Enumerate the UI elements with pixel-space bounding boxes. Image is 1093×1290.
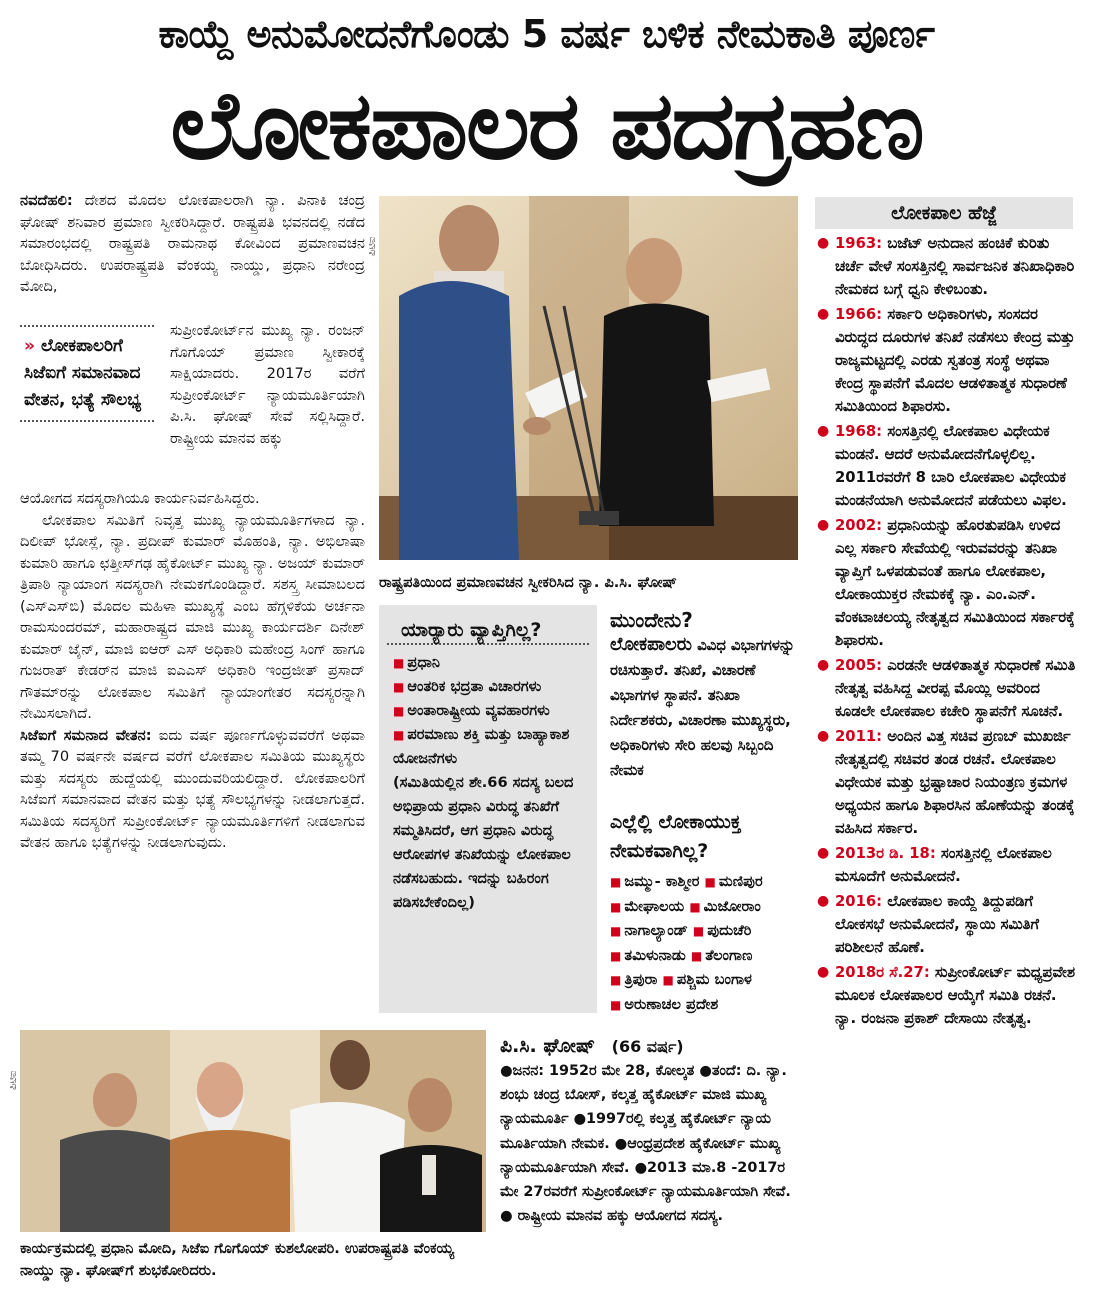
exempt-item: ■ ಪರಮಾಣು ಶಕ್ತಿ ಮತ್ತು ಬಾಹ್ಯಾಕಾಶ ಯೋಜನೆಗಳು [393, 723, 587, 771]
oath-ceremony-illustration [379, 196, 798, 560]
lokayukta-box [610, 808, 815, 1017]
photo-pm-cji [20, 1030, 486, 1232]
lokayukta-row [610, 919, 815, 944]
timeline-text: ಸಂಸತ್ತಿನಲ್ಲಿ ಲೋಕಪಾಲ ಮಸೂದೆಗೆ ಅನುಮೋದನೆ. [835, 845, 1052, 885]
photo-oath-ceremony [379, 196, 798, 560]
timeline-year: 1966: [835, 306, 883, 323]
photo2-credit: ಪಿಟಿಐ [8, 1070, 19, 1090]
article-para1-top: ದೇಶದ ಮೊದಲ ಲೋಕಪಾಲರಾಗಿ ನ್ಯಾ. ಪಿನಾಕಿ ಚಂದ್ರ ಘೋಷ್ ಶನಿವಾರ ಪ್ರಮಾಣ ಸ್ವೀಕರಿಸಿದ್ದಾರೆ. ರಾಷ್ಟ್ರಪತಿ ಭವನದಲ್ಲಿ ನಡೆದ ಸಮಾರಂಭದಲ್ಲಿ ರಾಷ್ಟ್ರಪತಿ ರಾಮನಾಥ ಕೋವಿಂದ ಪ್ರಮಾಣವಚನ ಬೋಧಿಸಿದರು. ಉಪರಾಷ್ಟ್ರಪತಿ ವೆಂಕಯ್ಯ ನಾಯ್ಡು, ಪ್ರಧಾನಿ ನರೇಂದ್ರ ಮೋದಿ, [20, 192, 365, 295]
article-para1-end: ಆಯೋಗದ ಸದಸ್ಯರಾಗಿಯೂ ಕಾರ್ಯನಿರ್ವಹಿಸಿದ್ದರು. [20, 490, 260, 507]
lokayukta-row [610, 944, 815, 969]
article-para3-text: ಐದು ವರ್ಷ ಪೂರ್ಣಗೊಳ್ಳುವವರೆಗೆ ಅಥವಾ ತಮ್ಮ 70 ವರ್ಷನೇ ವರ್ಷದ ವರೆಗೆ ಲೋಕಪಾಲ ಸಮಿತಿಯ ಮುಖ್ಯಸ್ಥರು ಮತ್ತು ಸದಸ್ಯರು ಹುದ್ದೆಯಲ್ಲಿ ಮುಂದುವರಿಯಲಿದ್ದಾರೆ. ಲೋಕಪಾಲರಿಗೆ ಸಿಜೆಐಗೆ ಸಮಾನವಾದ ವೇತನ ಮತ್ತು ಭತ್ಯೆ ಸೌಲಭ್ಯಗಳನ್ನು ನೀಡಲಾಗುತ್ತದೆ. ಸಮಿತಿಯ ಸದಸ್ಯರಿಗೆ ಸುಪ್ರೀಂಕೋರ್ಟ್ ನ್ಯಾಯಮೂರ್ತಿಗಳಿಗೆ ನೀಡಲಾಗುವ ವೇತನ ಹಾಗೂ ಭತ್ಯೆಗಳನ್ನು ನೀಡಲಾಗುವುದು. [20, 726, 365, 851]
state-item: ■ ಪುದುಚೆರಿ [693, 922, 752, 939]
kicker-headline: ಕಾಯ್ದೆ ಅನುಮೋದನೆಗೊಂಡು 5 ವರ್ಷ ಬಳಿಕ ನೇಮಕಾತಿ ಪೂರ್ಣ [158, 12, 935, 56]
profile-box [500, 1035, 805, 1228]
photo1-credit: ಪಿಟಿಐ [367, 236, 378, 256]
article-para3 [20, 725, 365, 854]
exempt-box-title: ಯಾರ‍್ಯಾರು ವ್ಯಾಪ್ತಿಗಿಲ್ಲ? [387, 605, 589, 645]
lokayukta-list [610, 870, 815, 1017]
timeline-title: ಲೋಕಪಾಲ ಹೆಜ್ಜೆ [891, 202, 997, 224]
timeline-year: 2016: [835, 893, 883, 910]
timeline-year: 2002: [835, 517, 883, 534]
state-item: ■ ತ್ರಿಪುರಾ [610, 971, 657, 988]
timeline-item [815, 961, 1077, 1030]
timeline-item [815, 420, 1077, 512]
state-item: ■ ಮಿಜೋರಾಂ [689, 898, 761, 915]
timeline-item [815, 725, 1077, 840]
state-item: ■ ಜಮ್ಮು- ಕಾಶ್ಮೀರ [610, 873, 699, 890]
timeline-year: 2005: [835, 657, 883, 674]
timeline-text: ಪ್ರಧಾನಿಯನ್ನು ಹೊರತುಪಡಿಸಿ ಉಳಿದ ಎಲ್ಲ ಸರ್ಕಾರಿ ಸೇವೆಯಲ್ಲಿ ಇರುವವರನ್ನು ತನಿಖಾ ವ್ಯಾಪ್ತಿಗೆ ಒಳಪಡುವಂತೆ ಹಾಗೂ ಲೋಕಪಾಲ, ಲೋಕಾಯುಕ್ತರ ನೇಮಕಕ್ಕೆ ನ್ಯಾ. ಎಂ.ಎನ್. ವೆಂಕಟಾಚಲಯ್ಯ ನೇತೃತ್ವದ ಸಮಿತಿಯಿಂದ ಸರ್ಕಾರಕ್ಕೆ ಶಿಫಾರಸು. [835, 517, 1075, 649]
state-item: ■ ಪಶ್ಚಿಮ ಬಂಗಾಳ [663, 971, 752, 988]
timeline-item [815, 303, 1077, 418]
article-para2: ಲೋಕಪಾಲ ಸಮಿತಿಗೆ ನಿವೃತ್ತ ಮುಖ್ಯ ನ್ಯಾಯಮೂರ್ತಿಗಳಾದ ನ್ಯಾ. ದಿಲೀಪ್ ಭೋಸ್ಲೆ, ನ್ಯಾ. ಪ್ರದೀಪ್ ಕುಮಾರ್ ಮೊಹಂತಿ, ನ್ಯಾ. ಅಭಿಲಾಷಾ ಕುಮಾರಿ ಹಾಗೂ ಛತ್ತೀಸ್‌ಗಢ ಹೈಕೋರ್ಟ್ ಮುಖ್ಯ ನ್ಯಾ. ಅಜಯ್ ಕುಮಾರ್ ತ್ರಿಪಾಠಿ ನ್ಯಾಯಾಂಗ ಸದಸ್ಯರಾಗಿ ನೇಮಕಗೊಂಡಿದ್ದಾರೆ. ಸಶಸ್ತ್ರ ಸೀಮಾಬಲದ (ಎಸ್‌ಎಸ್‌ಬಿ) ಮೊದಲ ಮಹಿಳಾ ಮುಖ್ಯಸ್ಥೆ ಎಂಬ ಹೆಗ್ಗಳಿಕೆಯ ಅರ್ಚನಾ ರಾಮಸುಂದರಮ್, ಮಹಾರಾಷ್ಟ್ರದ ಮಾಜಿ ಮುಖ್ಯ ಕಾರ್ಯದರ್ಶಿ ದಿನೇಶ್ ಕುಮಾರ್ ಜೈನ್, ಮಾಜಿ ಐಆರ್ ಎಸ್ ಅಧಿಕಾರಿ ಮಹೇಂದ್ರ ಸಿಂಗ್ ಹಾಗೂ ಗುಜರಾತ್ ಕೇಡರ್‌ನ ಮಾಜಿ ಐಎಎಸ್ ಅಧಿಕಾರಿ ಇಂದ್ರಜೀತ್ ಪ್ರಸಾದ್ ಗೌತಮ್‌ರನ್ನು ಲೋಕಪಾಲ ಸಮಿತಿಗೆ ನ್ಯಾಯಾಂಗೇತರ ಸದಸ್ಯರನ್ನಾಗಿ ನೇಮಿಸಲಾಗಿದೆ. [20, 511, 365, 722]
timeline-text: ಲೋಕಪಾಲ ಕಾಯ್ದೆ ತಿದ್ದುಪಡಿಗೆ ಲೋಕಸಭೆ ಅನುಮೋದನೆ, ಸ್ಥಾಯಿ ಸಮಿತಿಗೆ ಪರಿಶೀಲನೆ ಹೊಣೆ. [835, 893, 1039, 956]
timeline-item [815, 842, 1077, 888]
timeline-text: ಸಂಸತ್ತಿನಲ್ಲಿ ಲೋಕಪಾಲ ವಿಧೇಯಕ ಮಂಡನೆ. ಆದರೆ ಅನುಮೋದನೆಗೊಳ್ಳಲಿಲ್ಲ. 2011ರವರೆಗೆ 8 ಬಾರಿ ಲೋಕಪಾಲ ವಿಧೇಯಕ ಮಂಡನೆಯಾಗಿ ಅನುಮೋದನೆ ಪಡೆಯಲು ವಿಫಲ. [835, 423, 1067, 509]
timeline-text: ಸರ್ಕಾರಿ ಅಧಿಕಾರಿಗಳು, ಸಂಸದರ ವಿರುದ್ಧದ ದೂರುಗಳ ತನಿಖೆ ನಡೆಸಲು ಕೇಂದ್ರ ಮತ್ತು ರಾಜ್ಯಮಟ್ಟದಲ್ಲಿ ಎರಡು ಸ್ವತಂತ್ರ ಸಂಸ್ಥೆ ಅಥವಾ ಕೇಂದ್ರ ಸ್ಥಾಪನೆಗೆ ಮೊದಲ ಆಡಳಿತಾತ್ಮಕ ಸುಧಾರಣೆ ಸಮಿತಿಯಿಂದ ಶಿಫಾರಸು. [835, 306, 1075, 415]
state-item: ■ ಅರುಣಾಚಲ ಪ್ರದೇಶ [610, 996, 718, 1013]
main-headline: ಲೋಕಪಾಲರ ಪದಗ್ರಹಣ [170, 72, 923, 181]
state-item: ■ ನಾಗಾಲ್ಯಾಂಡ್ [610, 922, 688, 939]
next-box-lead: ಲೋಕಪಾಲರು [610, 634, 692, 655]
article-intro [20, 190, 365, 320]
exempt-box [379, 605, 597, 1013]
timeline-text: ಬಜೆಟ್ ಅನುದಾನ ಹಂಚಿಕೆ ಕುರಿತು ಚರ್ಚೆ ವೇಳೆ ಸಂಸತ್ತಿನಲ್ಲಿ ಸಾರ್ವಜನಿಕ ತನಿಖಾಧಿಕಾರಿ ನೇಮಕದ ಬಗ್ಗೆ ಧ್ವನಿ ಕೇಳಿಬಂತು. [835, 235, 1075, 298]
exempt-item: ■ ಆಂತರಿಕ ಭದ್ರತಾ ವಿಚಾರಗಳು [393, 675, 587, 699]
exempt-item: ■ ಪ್ರಧಾನಿ [393, 651, 587, 675]
profile-text: ●ಜನನ: 1952ರ ಮೇ 28, ಕೋಲ್ಕತ ●ತಂದೆ: ದಿ. ನ್ಯಾ. ಶಂಭು ಚಂದ್ರ ಬೋಸ್, ಕಲ್ಕತ್ತ ಹೈಕೋರ್ಟ್ ಮಾಜಿ ಮುಖ್ಯ ನ್ಯಾಯಮೂರ್ತಿ ●1997ರಲ್ಲಿ ಕಲ್ಕತ್ತ ಹೈಕೋರ್ಟ್ ನ್ಯಾಯ ಮೂರ್ತಿಯಾಗಿ ನೇಮಕ. ●ಆಂಧ್ರಪ್ರದೇಶ ಹೈಕೋರ್ಟ್ ಮುಖ್ಯ ನ್ಯಾಯಮೂರ್ತಿಯಾಗಿ ಸೇವೆ. ●2013 ಮಾ.8 -2017ರ ಮೇ 27ರವರೆಗೆ ಸುಪ್ರೀಂಕೋರ್ಟ್ ನ್ಯಾಯಮೂರ್ತಿಯಾಗಿ ಸೇವೆ. ● ರಾಷ್ಟ್ರೀಯ ಮಾನವ ಹಕ್ಕು ಆಯೋಗದ ಸದಸ್ಯ. [500, 1063, 791, 1225]
pullquote-arrow-icon: » [24, 336, 35, 356]
timeline-item [815, 654, 1077, 723]
article-para1-side: ಸುಪ್ರೀಂಕೋರ್ಟ್‌ನ ಮುಖ್ಯ ನ್ಯಾ. ರಂಜನ್ ಗೊಗೊಯ್ ಪ್ರಮಾಣ ಸ್ವೀಕಾರಕ್ಕೆ ಸಾಕ್ಷಿಯಾದರು. 2017ರ ವರೆಗೆ ಸುಪ್ರೀಂಕೋರ್ಟ್ ನ್ಯಾಯಮೂರ್ತಿಯಾಗಿ ಪಿ.ಸಿ. ಘೋಷ್ ಸೇವೆ ಸಲ್ಲಿಸಿದ್ದಾರೆ. ರಾಷ್ಟ್ರೀಯ ಮಾನವ ಹಕ್ಕು [170, 322, 365, 447]
exempt-item: ■ ಅಂತಾರಾಷ್ಟ್ರೀಯ ವ್ಯವಹಾರಗಳು [393, 699, 587, 723]
timeline-item [815, 232, 1077, 301]
lokayukta-row [610, 870, 815, 895]
timeline [815, 232, 1077, 1032]
dateline: ನವದೆಹಲಿ: [20, 192, 73, 209]
article-body [20, 488, 365, 1008]
exempt-list [379, 645, 597, 915]
lokayukta-row [610, 968, 815, 993]
next-box [610, 608, 808, 783]
state-item: ■ ಮೇಘಾಲಯ [610, 898, 684, 915]
exempt-note: (ಸಮಿತಿಯಲ್ಲಿನ ಶೇ.66 ಸದಸ್ಯ ಬಲದ ಅಭಿಪ್ರಾಯ ಪ್ರಧಾನಿ ವಿರುದ್ಧ ತನಿಖೆಗೆ ಸಮ್ಮತಿಸಿದರೆ, ಆಗ ಪ್ರಧಾನಿ ವಿರುದ್ಧ ಆರೋಪಗಳ ತನಿಖೆಯನ್ನು ಲೋಕಪಾಲ ನಡೆಸಬಹುದು. ಇದನ್ನು ಬಹಿರಂಗ ಪಡಿಸಬೇಕೆಂದಿಲ್ಲ) [393, 774, 574, 911]
timeline-title-bar [815, 197, 1073, 229]
timeline-year: 2013ರ ಡಿ. 18: [835, 845, 936, 862]
lokayukta-row [610, 895, 815, 920]
timeline-text: ಸುಪ್ರೀಂಕೋರ್ಟ್ ಮಧ್ಯಪ್ರವೇಶ ಮೂಲಕ ಲೋಕಪಾಲರ ಆಯ್ಕೆಗೆ ಸಮಿತಿ ರಚನೆ. ನ್ಯಾ. ರಂಜನಾ ಪ್ರಕಾಶ್ ದೇಸಾಯಿ ನೇತೃತ್ವ. [835, 964, 1075, 1027]
lokayukta-box-title: ಎಲ್ಲೆಲ್ಲಿ ಲೋಕಾಯುಕ್ತ ನೇಮಕವಾಗಿಲ್ಲ? [610, 811, 741, 862]
timeline-item [815, 890, 1077, 959]
profile-header [500, 1035, 805, 1057]
timeline-text: ಅಂದಿನ ವಿತ್ತ ಸಚಿವ ಪ್ರಣಬ್ ಮುಖರ್ಜಿ ನೇತೃತ್ವದಲ್ಲಿ ಸಚಿವರ ತಂಡ ರಚನೆ. ಲೋಕಪಾಲ ವಿಧೇಯಕ ಮತ್ತು ಭ್ರಷ್ಟಾಚಾರ ನಿಯಂತ್ರಣ ಕ್ರಮಗಳ ಅಧ್ಯಯನ ಹಾಗೂ ಶಿಫಾರಸಿನ ಹೊಣೆಯನ್ನು ತಂಡಕ್ಕೆ ವಹಿಸಿದ ಸರ್ಕಾರ. [835, 728, 1075, 837]
state-item: ■ ಮಣಿಪುರ [705, 873, 763, 890]
pm-cji-illustration [20, 1030, 486, 1232]
profile-age: (66 ವರ್ಷ) [611, 1037, 684, 1056]
timeline-text: ಎರಡನೇ ಆಡಳಿತಾತ್ಮಕ ಸುಧಾರಣೆ ಸಮಿತಿ ನೇತೃತ್ವ ವಹಿಸಿದ್ದ ವೀರಪ್ಪ ಮೊಯ್ಲಿ ಅವರಿಂದ ಕೂಡಲೇ ಲೋಕಪಾಲ ಕಚೇರಿ ಸ್ಥಾಪನೆಗೆ ಸೂಚನೆ. [835, 657, 1076, 720]
next-box-text: ವಿವಿಧ ವಿಭಾಗಗಳನ್ನು ರಚಿಸುತ್ತಾರೆ. ತನಿಖೆ, ವಿಚಾರಣೆ ವಿಭಾಗಗಳ ಸ್ಥಾಪನೆ. ತನಿಖಾ ನಿರ್ದೇಶಕರು, ವಿಚಾರಣಾ ಮುಖ್ಯಸ್ಥರು, ಅಧಿಕಾರಿಗಳು ಸೇರಿ ಹಲವು ಸಿಬ್ಬಂದಿ ನೇಮಕ [610, 637, 795, 779]
state-item: ■ ತಮಿಳುನಾಡು [610, 947, 686, 964]
pullquote [20, 325, 154, 422]
timeline-item [815, 514, 1077, 652]
next-box-body [610, 632, 808, 783]
photo1-caption: ರಾಷ್ಟ್ರಪತಿಯಿಂದ ಪ್ರಮಾಣವಚನ ಸ್ವೀಕರಿಸಿದ ನ್ಯಾ. ಪಿ.ಸಿ. ಘೋಷ್ [379, 575, 677, 591]
next-box-title: ಮುಂದೇನು? [610, 608, 693, 632]
profile-name: ಪಿ.ಸಿ. ಘೋಷ್ [500, 1035, 596, 1057]
state-item: ■ ತೆಲಂಗಾಣ [691, 947, 753, 964]
photo2-caption: ಕಾರ್ಯಕ್ರಮದಲ್ಲಿ ಪ್ರಧಾನಿ ಮೋದಿ, ಸಿಜೆಐ ಗೊಗೊಯ್ ಕುಶಲೋಪರಿ. ಉಪರಾಷ್ಟ್ರಪತಿ ವೆಂಕಯ್ಯ ನಾಯ್ಡು ನ್ಯಾ. ಘೋಷ್‌ಗೆ ಶುಭಕೋರಿದರು. [20, 1241, 455, 1279]
timeline-year: 2018ರ ಸೆ.27: [835, 964, 930, 981]
lokayukta-row [610, 993, 815, 1018]
timeline-year: 2011: [835, 728, 883, 745]
pullquote-text: ಲೋಕಪಾಲರಿಗೆ ಸಿಜೆಐಗೆ ಸಮಾನವಾದ ವೇತನ, ಭತ್ಯೆ ಸೌಲಭ್ಯ [24, 336, 142, 410]
subhead-salary: ಸಿಜೆಐಗೆ ಸಮನಾದ ವೇತನ: [20, 726, 152, 744]
timeline-year: 1963: [835, 235, 883, 252]
timeline-year: 1968: [835, 423, 883, 440]
